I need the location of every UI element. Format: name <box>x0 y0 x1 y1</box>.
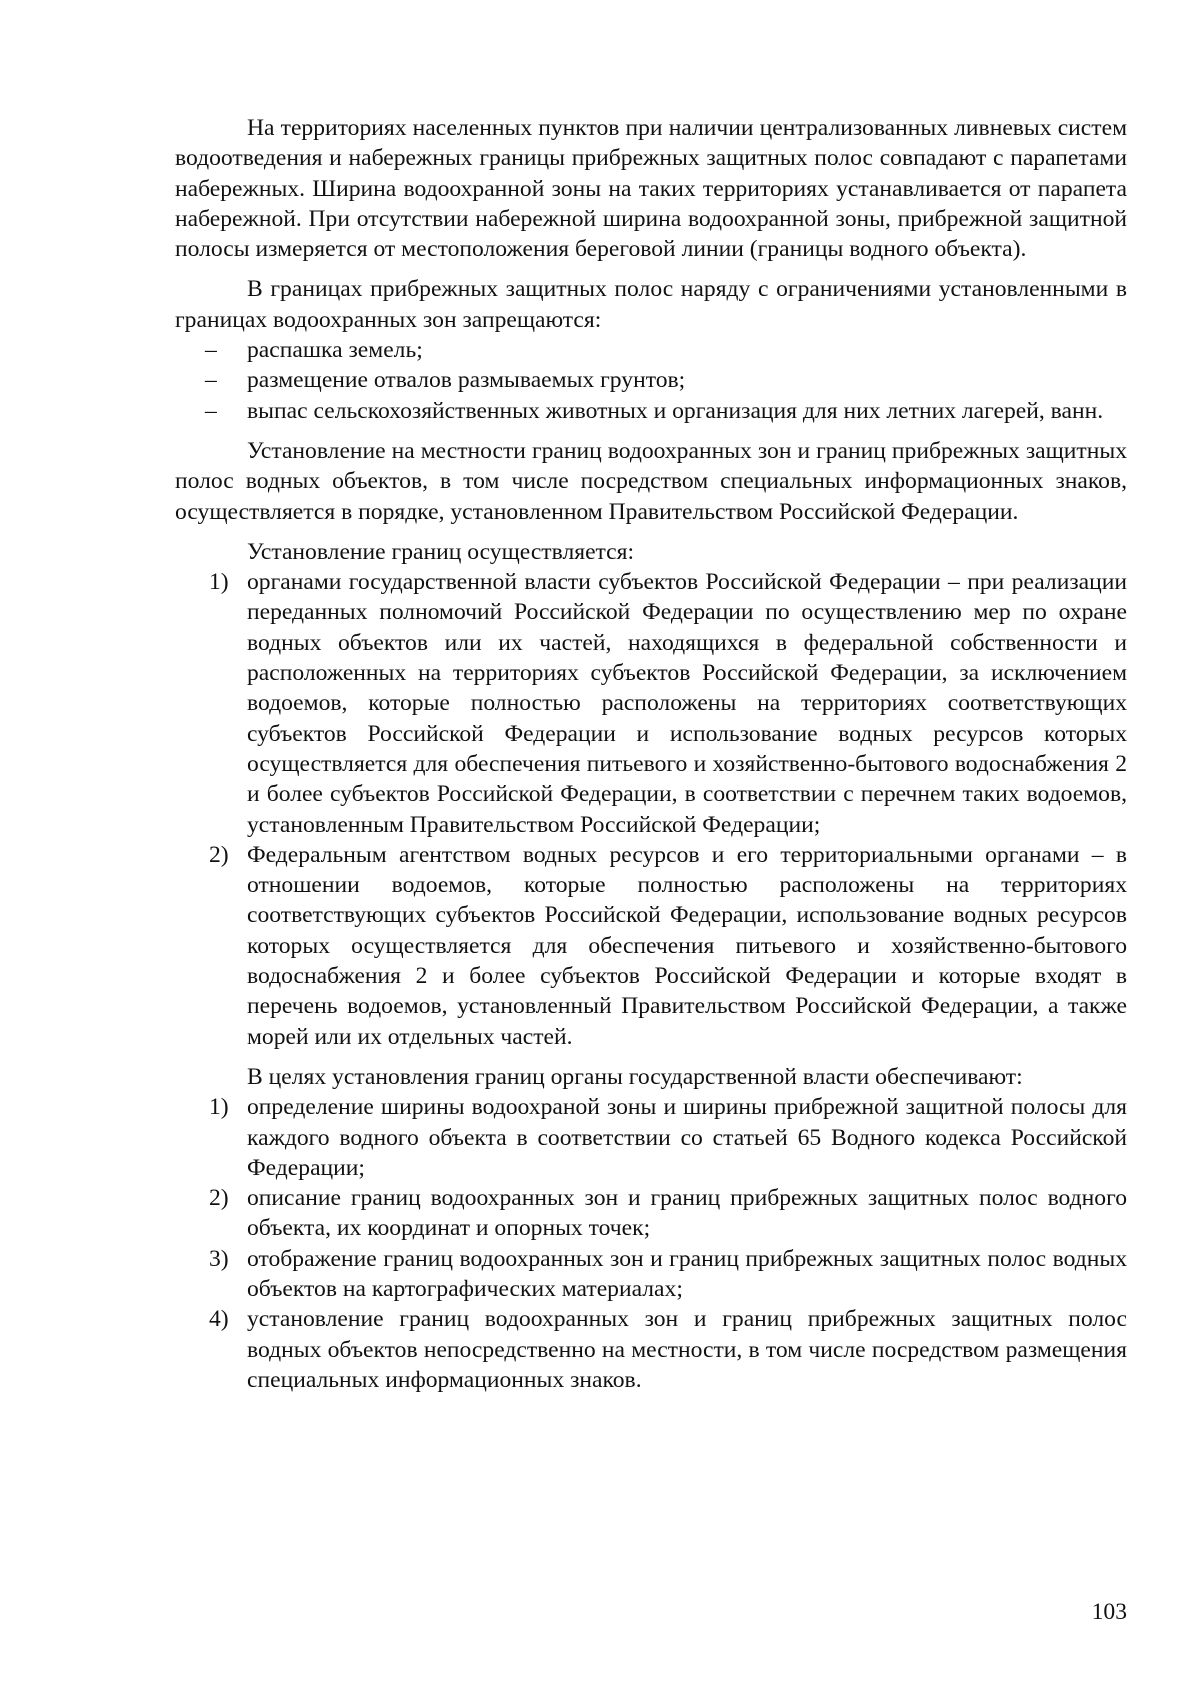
number-marker: 4) <box>209 1306 229 1333</box>
list-item-text: выпас сельскохозяйственных животных и организация для них летних лагерей, ванн. <box>247 397 1104 424</box>
number-marker: 2) <box>209 1185 229 1212</box>
page-number: 103 <box>1091 1599 1127 1625</box>
list-item-text: установление границ водоохранных зон и границ прибрежных защитных полос водных объектов непосредственно на местности, в том числе посредством размещения специальных информационных знаков. <box>247 1306 1127 1393</box>
dash-marker: – <box>205 367 217 394</box>
establishers-list <box>175 567 1127 1052</box>
list-item <box>175 567 1127 840</box>
list-item-text: органами государственной власти субъектов Российской Федерации – при реализации переданных полномочий Российской Федерации по осуществлению мер по охране водных объектов или их частей, находящихся в федеральной собственности и расположенных на территориях субъектов Российской Федерации, за исключением водоемов, которые полностью расположены на территориях соответствующих субъектов Российской Федерации и использование водных ресурсов которых осуществляется для обеспечения питьевого и хозяйственно-бытового водоснабжения 2 и более субъектов Российской Федерации, в соответствии с перечнем таких водоемов, установленным Правительством Российской Федерации; <box>247 569 1127 838</box>
number-marker: 1) <box>209 1094 229 1121</box>
dash-marker: – <box>205 397 217 424</box>
list-item <box>175 365 1127 395</box>
list-item <box>175 1304 1127 1395</box>
dash-marker: – <box>205 337 217 364</box>
document-page <box>175 113 1127 1395</box>
paragraph-establishers-intro: Установление границ осуществляется: <box>247 538 635 565</box>
number-marker: 3) <box>209 1245 229 1272</box>
list-item-text: распашка земель; <box>247 337 423 364</box>
list-item-text: размещение отвалов размываемых грунтов; <box>247 367 686 394</box>
list-item-text: отображение границ водоохранных зон и границ прибрежных защитных полос водных объектов на картографических материалах; <box>247 1245 1127 1302</box>
number-marker: 1) <box>209 569 229 596</box>
list-item-text: Федеральным агентством водных ресурсов и его территориальными органами – в отношении водоемов, которые полностью расположены на территориях соответствующих субъектов Российской Федерации, использование водных ресурсов которых осуществляется для обеспечения питьевого и хозяйственно-бытового водоснабжения 2 и более субъектов Российской Федерации и которые входят в перечень водоемов, установленный Правительством Российской Федерации, а также морей или их отдельных частей. <box>247 841 1127 1050</box>
list-item <box>175 396 1127 426</box>
list-item <box>175 1092 1127 1183</box>
list-item <box>175 1183 1127 1244</box>
list-item <box>175 1244 1127 1305</box>
paragraph-duties-intro: В целях установления границ органы государственной власти обеспечивают: <box>247 1063 1023 1090</box>
number-marker: 2) <box>209 841 229 868</box>
paragraph-boundary-marking: Установление на местности границ водоохранных зон и границ прибрежных защитных полос водных объектов, в том числе посредством специальных информационных знаков, осуществляется в порядке, установленном Правительством Российской Федерации. <box>175 437 1127 525</box>
list-item <box>175 840 1127 1052</box>
list-item-text: определение ширины водоохраной зоны и ширины прибрежной защитной полосы для каждого водного объекта в соответствии со статьей 65 Водного кодекса Российской Федерации; <box>247 1094 1127 1181</box>
prohibited-list <box>175 335 1127 426</box>
list-item-text: описание границ водоохранных зон и границ прибрежных защитных полос водного объекта, их координат и опорных точек; <box>247 1185 1127 1242</box>
paragraph-coastal-strip-intro: В границах прибрежных защитных полос наряду с ограничениями установленными в границах водоохранных зон запрещаются: <box>175 276 1127 333</box>
duties-list <box>175 1092 1127 1395</box>
paragraph-settlements: На территориях населенных пунктов при наличии централизованных ливневых систем водоотведения и набережных границы прибрежных защитных полос совпадают с парапетами набережных. Ширина водоохранной зоны на таких территориях устанавливается от парапета набережной. При отсутствии набережной ширина водоохранной зоны, прибрежной защитной полосы измеряется от местоположения береговой линии (границы водного объекта). <box>175 115 1127 263</box>
list-item <box>175 335 1127 365</box>
